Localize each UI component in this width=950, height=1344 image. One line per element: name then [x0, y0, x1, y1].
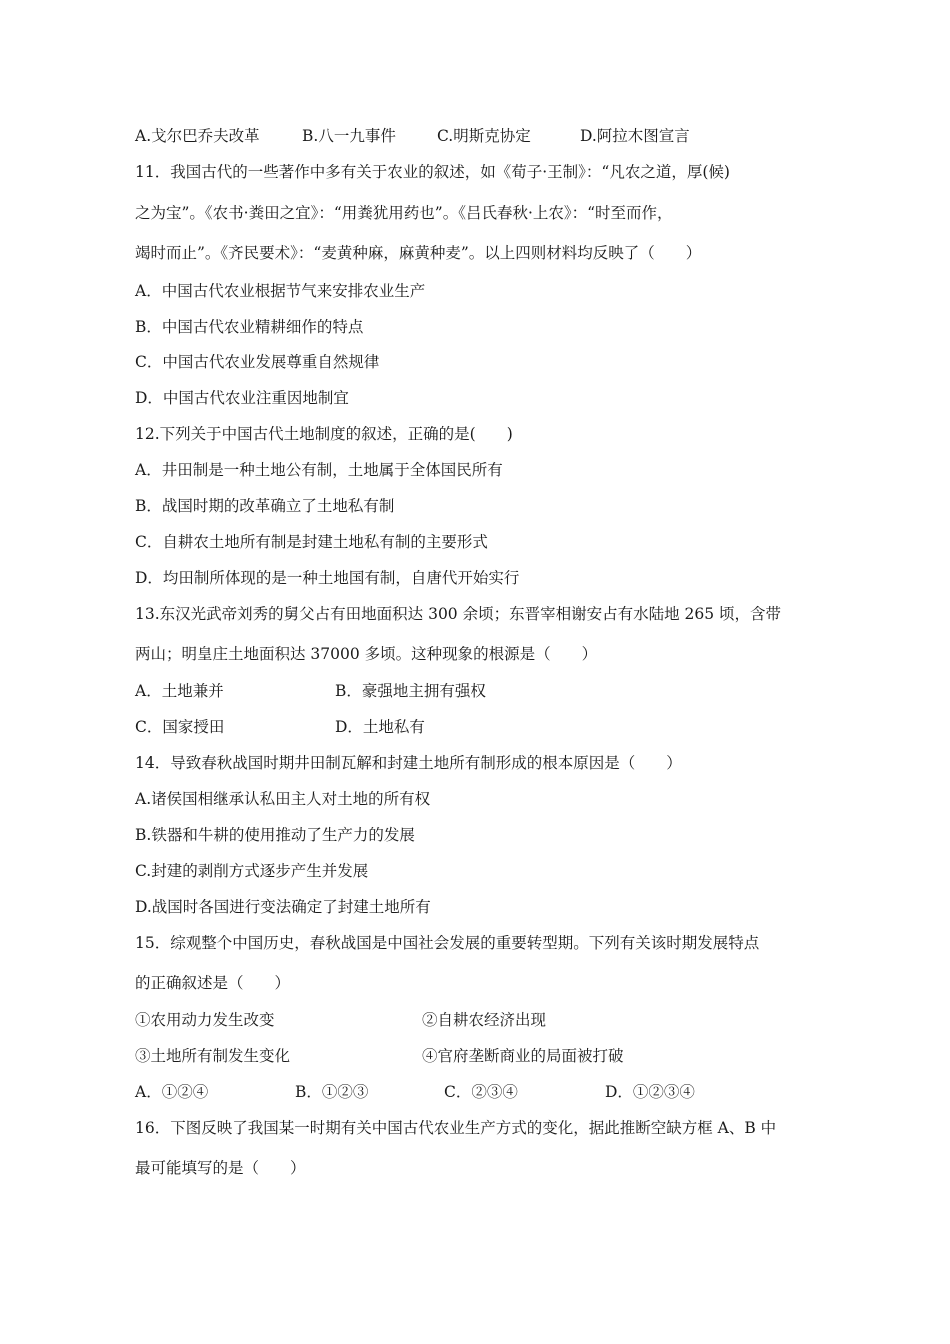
q11-option-b: B．中国古代农业精耕细作的特点	[135, 318, 364, 336]
q10-options-row	[135, 126, 825, 146]
q14-stem: 14．导致春秋战国时期井田制瓦解和封建土地所有制形成的根本原因是（ ）	[135, 754, 682, 772]
q15-options-row	[135, 1082, 825, 1102]
q15-stem-line-2: 的正确叙述是（ ）	[135, 974, 291, 992]
q15-items-row-2	[135, 1046, 825, 1066]
q14-option-b: B.铁器和牛耕的使用推动了生产力的发展	[135, 826, 415, 844]
q14-option-a: A.诸侯国相继承认私田主人对土地的所有权	[135, 790, 431, 808]
q15-item-3: ③土地所有制发生变化	[135, 1047, 291, 1065]
q11-option-d: D．中国古代农业注重因地制宜	[135, 389, 349, 407]
q13-option-a: A．土地兼并	[135, 682, 224, 700]
q10-option-a: A.戈尔巴乔夫改革	[135, 127, 260, 145]
q13-stem-line-2: 两山；明皇庄土地面积达 37000 多顷。这种现象的根源是（ ）	[135, 645, 598, 663]
q11-stem-line-2: 之为宝”。《农书·粪田之宜》：“用粪犹用药也”。《吕氏春秋·上农》：“时至而作，	[135, 204, 673, 222]
q11-option-c: C．中国古代农业发展尊重自然规律	[135, 353, 380, 371]
q16-stem-line-2: 最可能填写的是（ ）	[135, 1159, 306, 1177]
q15-option-d: D．①②③④	[605, 1083, 695, 1101]
q10-option-b: B.八一九事件	[302, 127, 396, 145]
q15-item-4: ④官府垄断商业的局面被打破	[422, 1047, 624, 1065]
q13-options-row-2	[135, 717, 825, 737]
q15-option-c: C．②③④	[444, 1083, 518, 1101]
q13-options-row-1	[135, 681, 825, 701]
q12-stem: 12.下列关于中国古代土地制度的叙述，正确的是( )	[135, 425, 513, 443]
q12-option-a: A．井田制是一种土地公有制，土地属于全体国民所有	[135, 461, 503, 479]
q14-option-c: C.封建的剥削方式逐步产生并发展	[135, 862, 369, 880]
q15-option-b: B．①②③	[295, 1083, 369, 1101]
q15-stem-line-1: 15．综观整个中国历史，春秋战国是中国社会发展的重要转型期。下列有关该时期发展特点	[135, 934, 760, 952]
q13-stem-line-1: 13.东汉光武帝刘秀的舅父占有田地面积达 300 余顷；东晋宰相谢安占有水陆地 265 顷，含带	[135, 605, 782, 623]
q15-items-row-1	[135, 1010, 825, 1030]
q10-option-d: D.阿拉木图宣言	[580, 127, 690, 145]
q11-stem-line-1: 11．我国古代的一些著作中多有关于农业的叙述，如《荀子·王制》：“凡农之道，厚(候)	[135, 163, 730, 181]
q10-option-c: C.明斯克协定	[437, 127, 531, 145]
q11-stem-line-3: 竭时而止”。《齐民要术》：“麦黄种麻，麻黄种麦”。以上四则材料均反映了（ ）	[135, 244, 702, 262]
q14-option-d: D.战国时各国进行变法确定了封建土地所有	[135, 898, 431, 916]
q16-stem-line-1: 16．下图反映了我国某一时期有关中国古代农业生产方式的变化，据此推断空缺方框 A、B 中	[135, 1119, 777, 1137]
q11-option-a: A．中国古代农业根据节气来安排农业生产	[135, 282, 426, 300]
q12-option-d: D．均田制所体现的是一种土地国有制，自唐代开始实行	[135, 569, 520, 587]
q15-item-1: ①农用动力发生改变	[135, 1011, 275, 1029]
q13-option-b: B．豪强地主拥有强权	[335, 682, 486, 700]
q12-option-c: C．自耕农土地所有制是封建土地私有制的主要形式	[135, 533, 488, 551]
q15-option-a: A．①②④	[135, 1083, 209, 1101]
q15-item-2: ②自耕农经济出现	[422, 1011, 547, 1029]
q13-option-c: C．国家授田	[135, 718, 225, 736]
q12-option-b: B．战国时期的改革确立了土地私有制	[135, 497, 395, 515]
q13-option-d: D．土地私有	[335, 718, 425, 736]
